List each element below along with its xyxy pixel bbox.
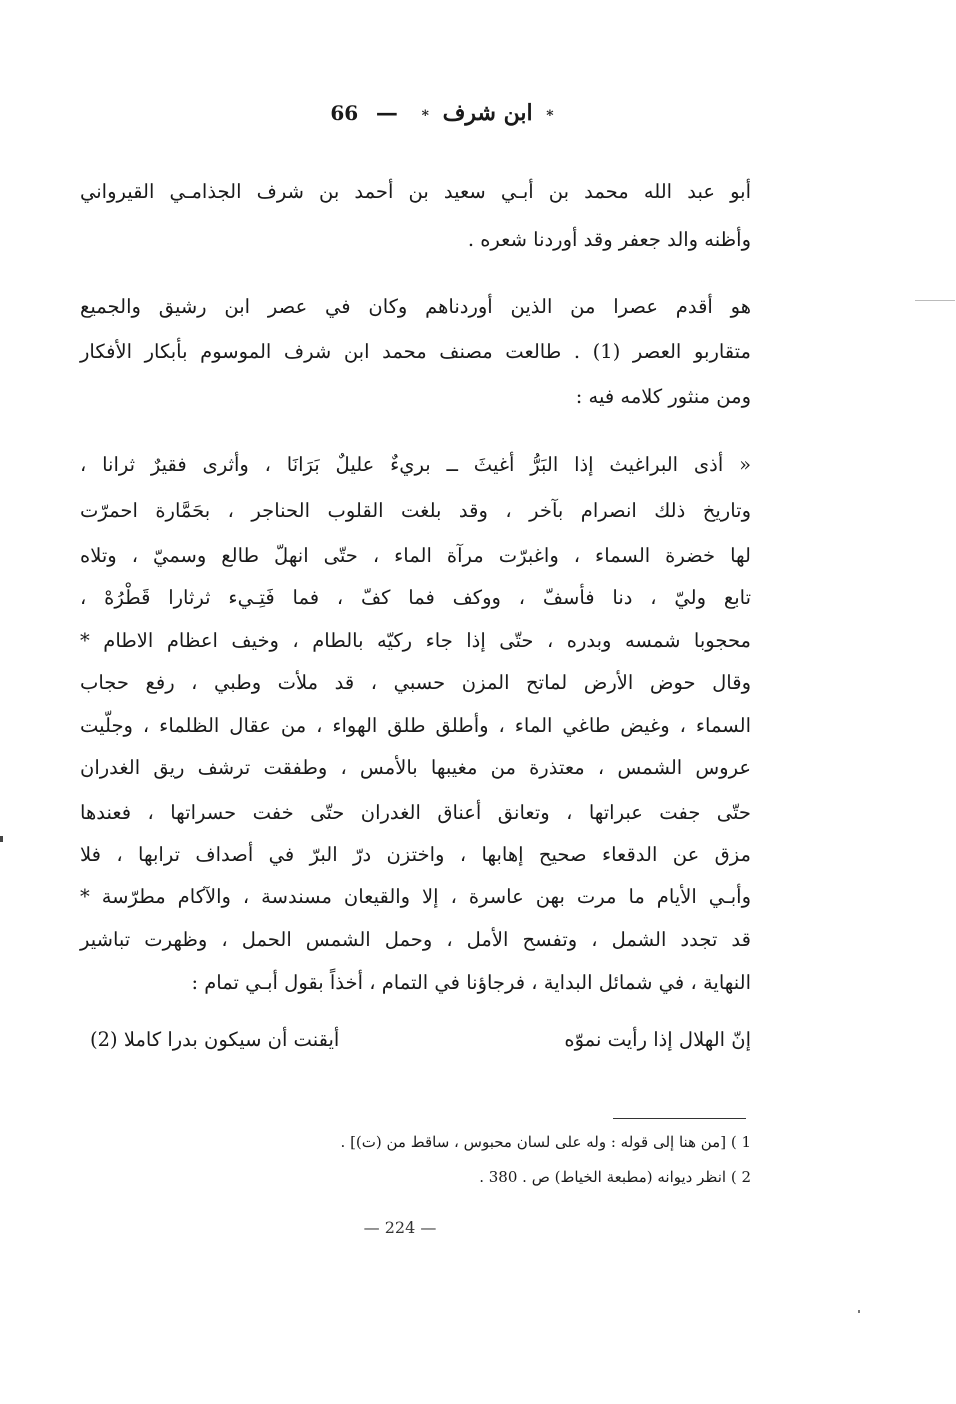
scan-speck xyxy=(915,300,955,301)
text-line: وتاريخ ذلك انصرام بآخر ، وقد بلغت القلوب الحناجر ، بحَمَّارة احمرّت xyxy=(80,499,751,522)
running-header xyxy=(300,100,580,126)
text-line: عروس الشمس ، معتذرة من مغيبها بالأمس ، وطفقت ترشف ريق الغدران xyxy=(80,756,751,779)
text-line: قد تجدد الشمل ، وتفسح الأمل ، وحمل الشمس الحمل ، وظهرت تباشير xyxy=(80,928,751,951)
text-line: أبو عبد الله محمد بن أبـي سعيد بن أحمد بن شرف الجذامـي القيرواني xyxy=(80,180,751,203)
header-star-right: * xyxy=(546,108,554,124)
footnote-separator xyxy=(613,1118,746,1119)
header-dash: — xyxy=(375,100,398,126)
text-line: هو أقدم عصرا من الذين أوردناهم وكان في عصر ابن رشيق والجميع xyxy=(80,295,751,318)
footnote: 2 ) انظر ديوانه (مطبعة الخياط) ص . 380 . xyxy=(479,1168,751,1186)
text-line: محجوبا شمسه وبدره ، حتّى إذا جاء ركيّه بالطام ، وخيف اعظام الاطام * xyxy=(80,629,751,652)
scan-speck xyxy=(0,836,3,842)
verse-second-hemistich: أيقنت أن سيكون بدرا كاملا (2) xyxy=(90,1028,340,1051)
text-line: السماء ، وغيض طاغي الماء ، وأطلق طلق الهواء ، من عقال الظلماء ، وجلّيت xyxy=(80,714,751,737)
text-line: وأبـي الأيام ما مرت بهن عاسرة ، إلا والقيعان مسندسة ، والآكام مطرّسة * xyxy=(80,885,751,908)
text-line: حتّى جفت عبراتها ، وتعانق أعناق الغدران حتّى خفت حسراتها ، فعندها xyxy=(80,801,751,824)
header-title: ابن شرف xyxy=(442,100,533,126)
text-line: لها خضرة السماء ، واغبرّت مرآة الماء ، حتّى انهلّ طالع وسميّ ، وتلاه xyxy=(80,544,751,567)
header-page-number: 66 xyxy=(330,101,359,125)
scan-speck xyxy=(858,1310,860,1313)
verse-first-hemistich: إنّ الهلال إذا رأيت نموّه xyxy=(564,1028,751,1051)
footnote: 1 ) [من هنا إلى قوله : وله على لسان محبوس ، ساقط من (ت)] . xyxy=(340,1133,751,1151)
page-number: — 224 — xyxy=(363,1218,437,1237)
header-star-left: * xyxy=(421,108,429,124)
text-line: ومن منثور كلامه فيه : xyxy=(575,385,751,408)
text-line: وأظنه والد جعفر وقد أوردنا شعره . xyxy=(467,228,751,251)
text-line: تابع وليّ ، دنا فأسفّ ، ووكف فما كفّ ، فما فَتِـيء ثرثارا قَطْرُهْ ، xyxy=(80,586,751,609)
text-line: « أذى البراغيث إذا البَرُّ أغيثَ ــ بريءٌ عليلٌ بَرَانَا ، وأثرى فقيرٌ ثرانا ، xyxy=(80,453,751,476)
text-line: وقال حوض الأرض لماتح المزن حسبي ، قد ملأت وطبي ، رفع حجاب xyxy=(80,671,751,694)
text-line: متقاربو العصر (1) . طالعت مصنف محمد ابن شرف الموسوم بأبكار الأفكار xyxy=(80,340,751,363)
text-line: مزق عن الدقعاء صحيح إهابها ، واختزن درّ البرّ في أصداف ترابها ، فلا xyxy=(80,843,751,866)
text-line: النهاية ، في شمائل البداية ، فرجاؤنا في التمام ، أخذاً بقول أبـي تمام : xyxy=(191,971,751,994)
